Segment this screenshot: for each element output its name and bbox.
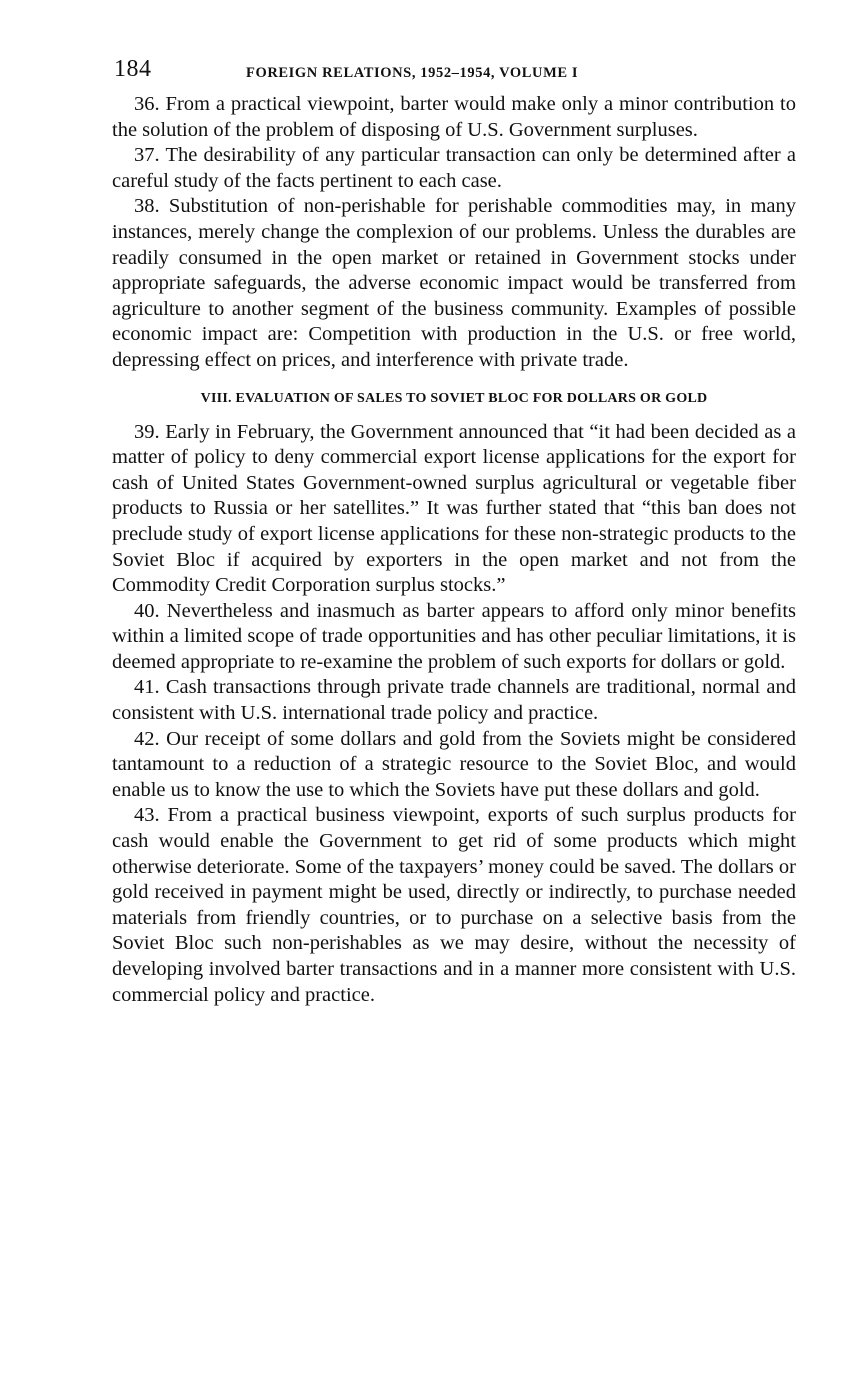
document-page bbox=[112, 52, 796, 1008]
paragraph-39: 39. Early in February, the Government announced that “it had been decided as a matter of policy to deny commercial export license applications for the export for cash of United States Government-owned surplus agricultural or vegetable fiber products to Russia or her satellites.” It was further stated that “this ban does not preclude study of export license applications for these non-strategic products to the Soviet Bloc if acquired by exporters in the open market and not from the Commodity Credit Corporation surplus stocks.” bbox=[112, 420, 796, 597]
paragraph-43: 43. From a practical business viewpoint, exports of such surplus products for cash would enable the Government to get rid of some products which might otherwise deteriorate. Some of the taxpayers’ money could be saved. The dollars or gold received in payment might be used, directly or indirectly, to purchase needed materials from friendly countries, or to purchase on a selective basis from the Soviet Bloc such non-perishables as we may desire, without the necessity of developing involved barter transactions and in a manner more consistent with U.S. commercial policy and practice. bbox=[112, 804, 796, 1006]
paragraph-42: 42. Our receipt of some dollars and gold from the Soviets might be considered tantamount to a reduction of a strategic resource to the Soviet Bloc, and would enable us to know the use to which the Soviets have put these dollars and gold. bbox=[112, 727, 796, 801]
section-heading: VIII. EVALUATION OF SALES TO SOVIET BLOC FOR DOLLARS OR GOLD bbox=[200, 390, 708, 406]
paragraph-40: 40. Nevertheless and inasmuch as barter appears to afford only minor benefits within a limited scope of trade opportunities and has other peculiar limitations, it is deemed appropriate to re-examine the problem of such exports for dollars or gold. bbox=[112, 599, 796, 673]
running-head bbox=[112, 52, 796, 92]
page-number: 184 bbox=[114, 56, 152, 82]
paragraph-41: 41. Cash transactions through private trade channels are traditional, normal and consistent with U.S. international trade policy and practice. bbox=[112, 676, 796, 725]
paragraph-37: 37. The desirability of any particular transaction can only be determined after a careful study of the facts pertinent to each case. bbox=[112, 144, 796, 192]
paragraph-36: 36. From a practical viewpoint, barter would make only a minor contribution to the solution of the problem of disposing of U.S. Government surpluses. bbox=[112, 93, 796, 141]
body-text bbox=[112, 92, 796, 1008]
paragraph-38: 38. Substitution of non-perishable for perishable commodities may, in many instances, merely change the complexion of our problems. Unless the durables are readily consumed in the open market or retained in Government stocks under appropriate safeguards, the adverse economic impact would be transferred from agriculture to another segment of the business community. Examples of possible economic impact are: Competition with production in the U.S. or free world, depressing effect on prices, and interference with private trade. bbox=[112, 195, 796, 371]
running-head-title: FOREIGN RELATIONS, 1952–1954, VOLUME I bbox=[246, 65, 579, 81]
